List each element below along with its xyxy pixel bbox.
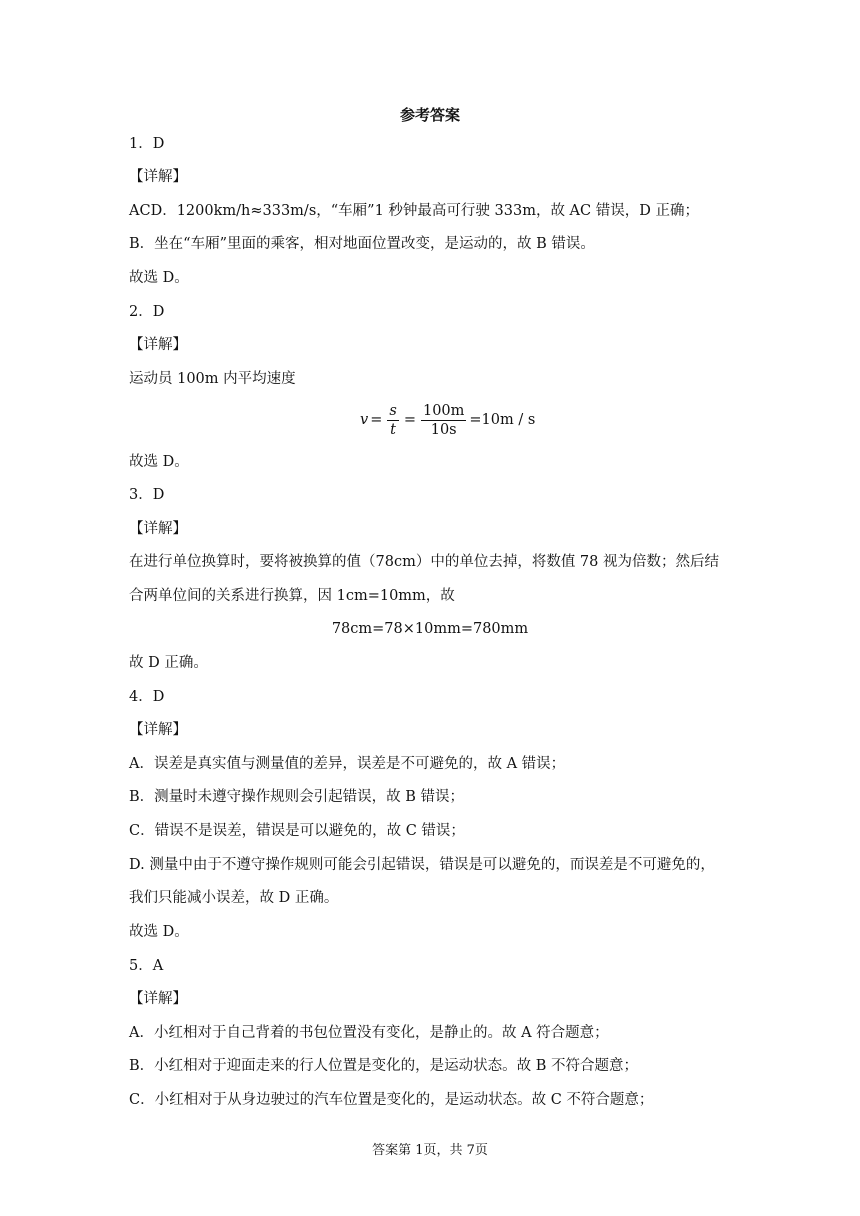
answer-5-number: 5．A (129, 958, 164, 974)
answer-4-number: 4．D (129, 689, 165, 705)
formula-equals-2: = (403, 412, 416, 428)
fraction-s-over-t (387, 402, 398, 439)
answer-5-line-3: C．小红相对于从身边驶过的汽车位置是变化的，是运动状态。故 C 不符合题意； (129, 1092, 654, 1108)
answer-3-heading: 【详解】 (129, 521, 187, 537)
fraction-1-denominator: t (390, 421, 396, 438)
answer-2-heading: 【详解】 (129, 337, 187, 353)
answer-1-number: 1．D (129, 136, 165, 152)
formula-lhs: v (360, 412, 369, 428)
answer-4-line-3: C．错误不是误差，错误是可以避免的，故 C 错误； (129, 823, 465, 839)
answer-4-line-1: A．误差是真实值与测量值的差异，误差是不可避免的，故 A 错误； (129, 756, 566, 772)
formula-result: =10m / s (469, 412, 536, 428)
answer-4-line-5: 我们只能减小误差，故 D 正确。 (129, 890, 339, 906)
answer-3-line-2: 合两单位间的关系进行换算，因 1cm=10mm，故 (129, 588, 455, 604)
answer-5-heading: 【详解】 (129, 991, 187, 1007)
answer-4-heading: 【详解】 (129, 722, 187, 738)
answer-2-number: 2．D (129, 304, 165, 320)
answer-1-line-3: 故选 D。 (129, 270, 189, 286)
formula-equals-1: = (370, 412, 383, 428)
answer-1-heading: 【详解】 (129, 169, 187, 185)
answer-3-equation: 78cm=78×10mm=780mm (331, 621, 529, 637)
velocity-formula (360, 396, 535, 444)
answer-3-conclusion: 故 D 正确。 (129, 655, 208, 671)
fraction-100m-over-10s (421, 402, 466, 439)
page-footer: 答案第 1页，共 7页 (372, 1143, 488, 1158)
answer-5-line-1: A．小红相对于自己背着的书包位置没有变化，是静止的。故 A 符合题意； (129, 1025, 609, 1041)
answer-2-conclusion: 故选 D。 (129, 454, 189, 470)
answer-4-line-4: D. 测量中由于不遵守操作规则可能会引起错误，错误是可以避免的，而误差是不可避免的， (129, 857, 715, 873)
answer-2-intro: 运动员 100m 内平均速度 (129, 371, 296, 387)
fraction-1-numerator: s (389, 402, 397, 419)
answer-5-line-2: B．小红相对于迎面走来的行人位置是变化的，是运动状态。故 B 不符合题意； (129, 1058, 639, 1074)
answer-1-line-2: B．坐在“车厢”里面的乘客，相对地面位置改变，是运动的，故 B 错误。 (129, 236, 595, 252)
answer-3-line-1: 在进行单位换算时，要将被换算的值（78cm）中的单位去掉，将数值 78 视为倍数；然后结 (129, 554, 719, 570)
answer-4-line-6: 故选 D。 (129, 924, 189, 940)
answer-3-number: 3．D (129, 487, 165, 503)
fraction-2-denominator: 10s (430, 421, 457, 438)
answer-1-line-1: ACD．1200km/h≈333m/s，“车厢”1 秒钟最高可行驶 333m，故 AC 错误，D 正确； (129, 203, 699, 219)
answer-4-line-2: B．测量时未遵守操作规则会引起错误，故 B 错误； (129, 789, 465, 805)
page-title: 参考答案 (399, 106, 460, 124)
fraction-2-numerator: 100m (422, 402, 465, 419)
